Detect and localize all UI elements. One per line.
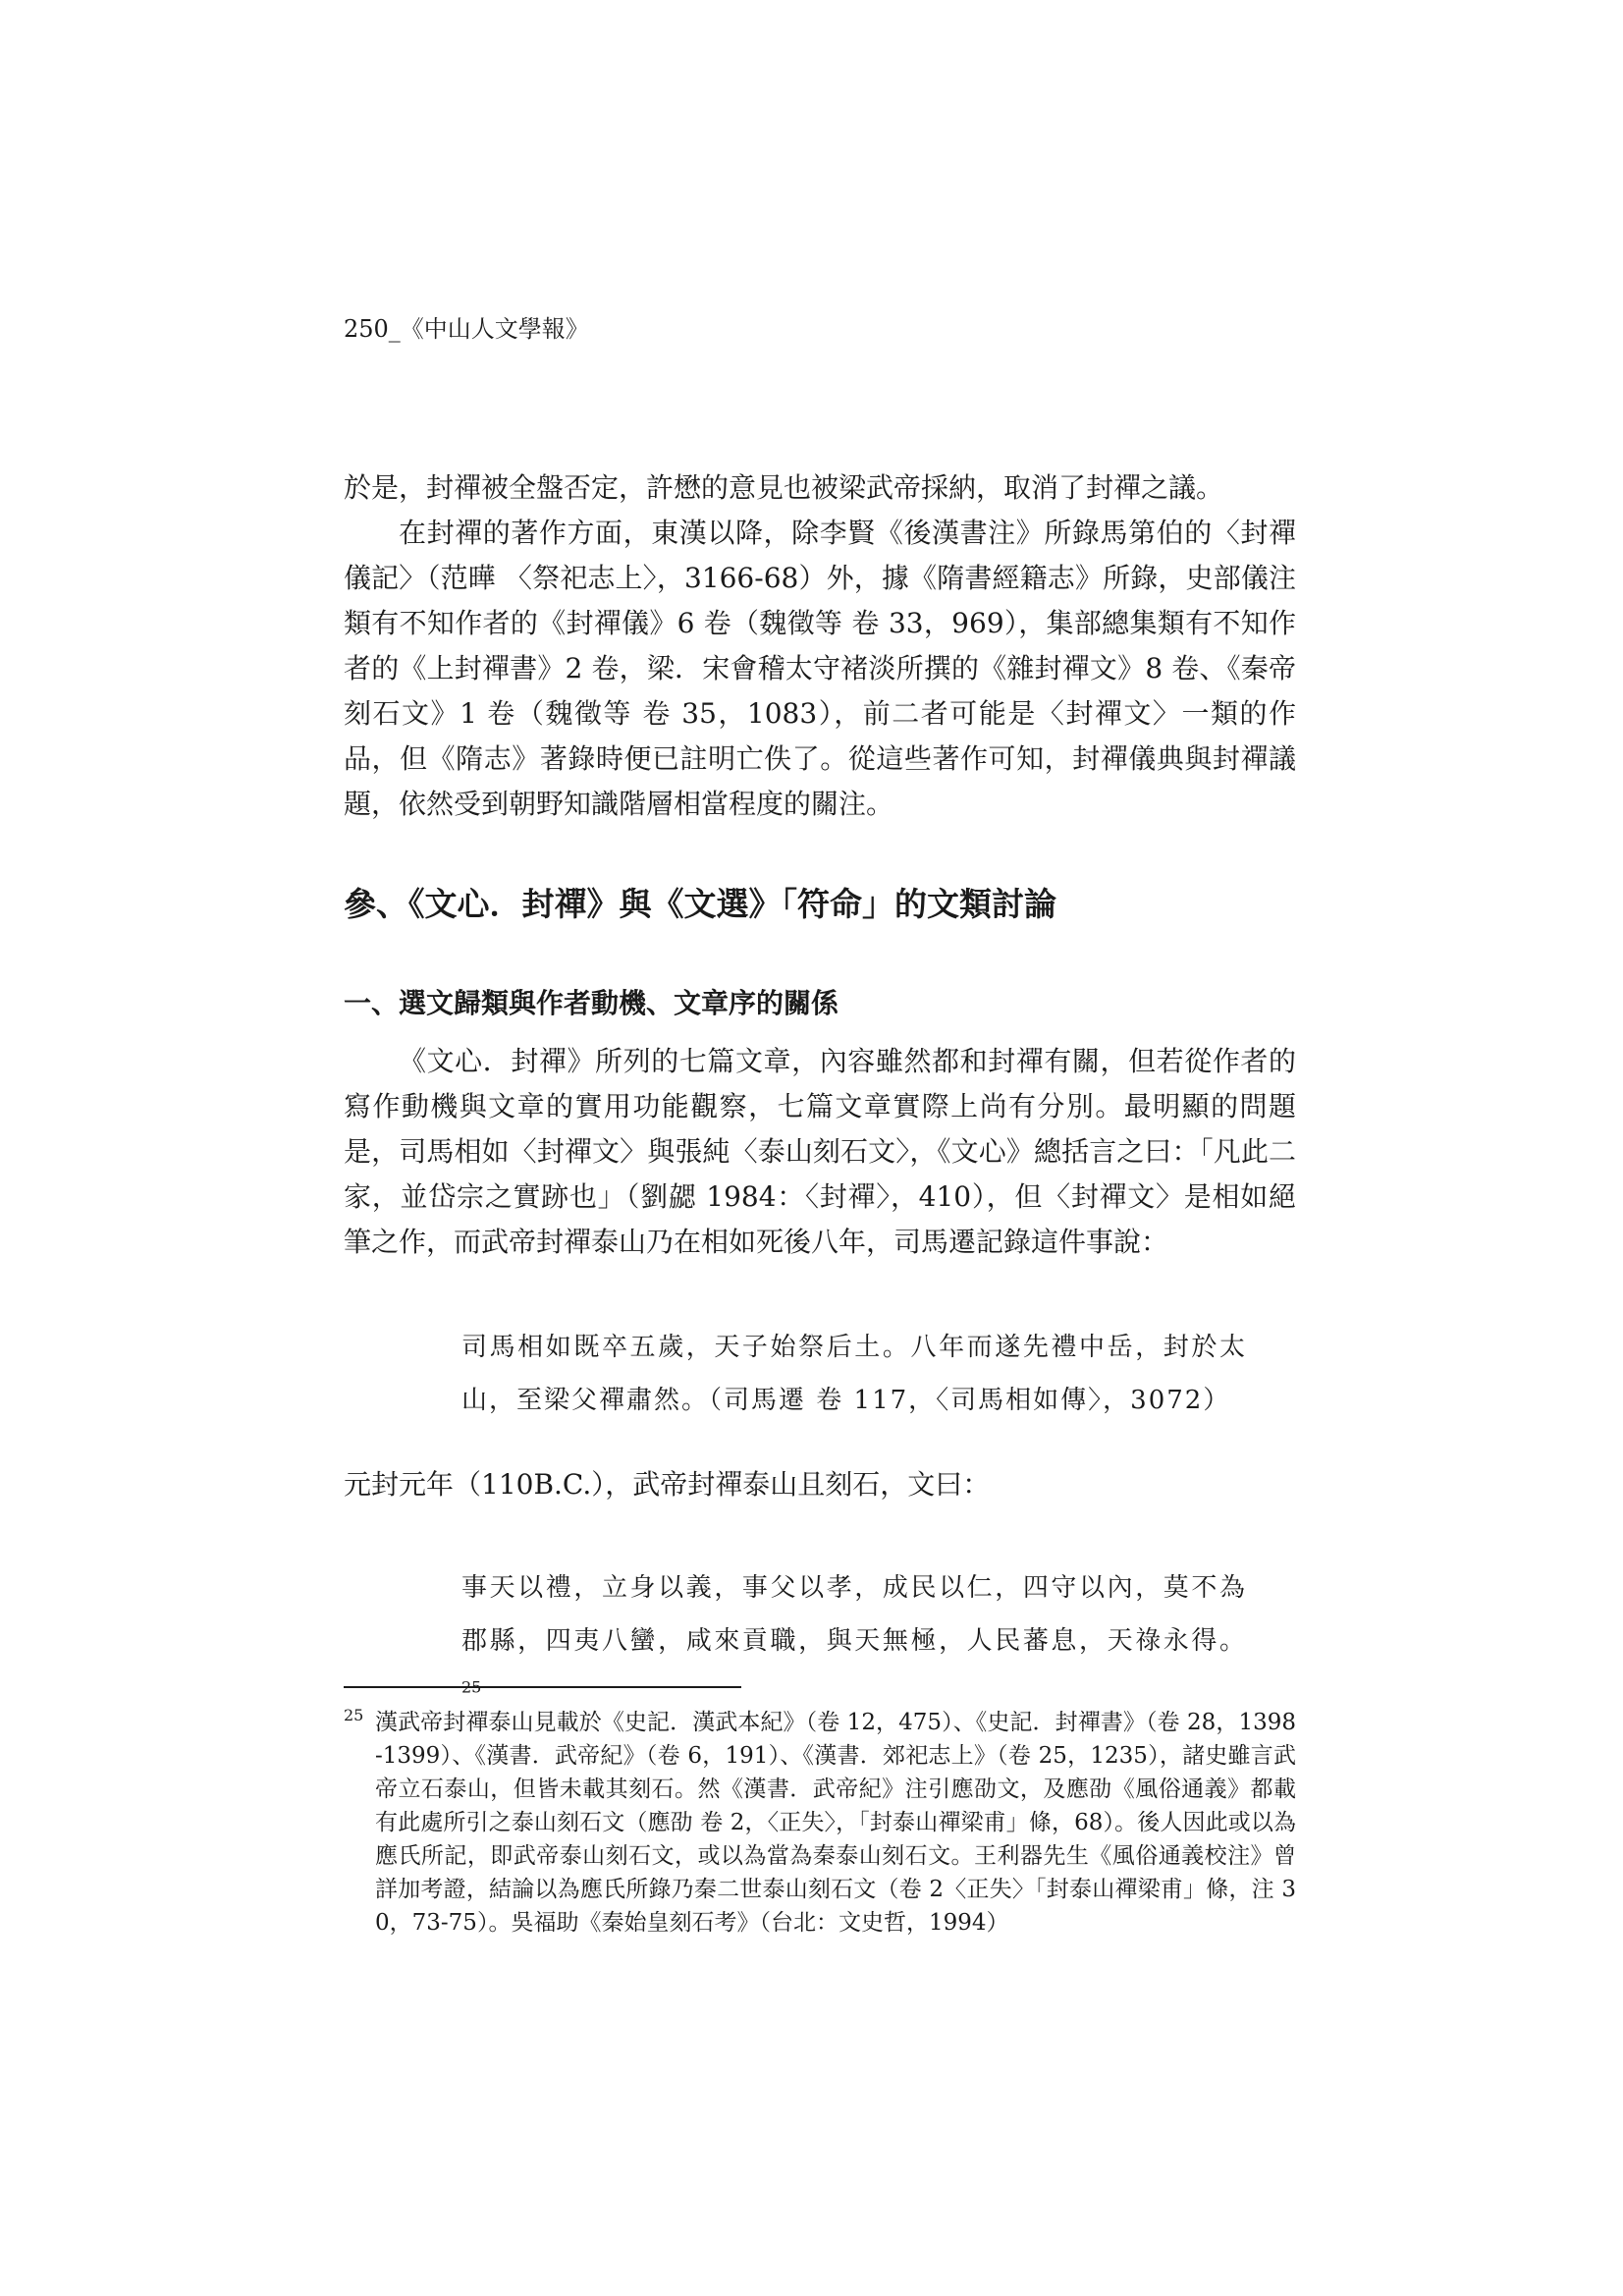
block-quote-1: 司馬相如既卒五歲，天子始祭后土。八年而遂先禮中岳，封於太山，至梁父禪肅然。（司馬遷 卷 117，〈司馬相如傳〉，3072） — [461, 1333, 1247, 1415]
body-paragraph-4: 元封元年（110B.C.），武帝封禪泰山且刻石，文曰： — [344, 1468, 991, 1501]
footnote-reference: 25 — [461, 1677, 482, 1697]
body-paragraph-2: 在封禪的著作方面，東漢以降，除李賢《後漢書注》所錄馬第伯的〈封禪儀記〉（范曄 〈祭祀志上〉，3166-68）外，據《隋書經籍志》所錄，史部儀注類有不知作者的《封禪儀》6 卷（魏徵等 卷 33，969），集部總集類有不知作者的《上封禪書》2 卷，梁．宋會稽太守褚淡所撰的《雜封禪文》8 卷、《秦帝刻石文》1 卷（魏徵等 卷 35，1083），前二者可能是〈封禪文〉一類的作品，但《隋志》著錄時便已註明亡佚了。從這些著作可知，封禪儀典與封禪議題，依然受到朝野知識階層相當程度的關注。 — [344, 517, 1296, 820]
body-paragraph-3: 《文心．封禪》所列的七篇文章，內容雖然都和封禪有關，但若從作者的寫作動機與文章的實用功能觀察，七篇文章實際上尚有分別。最明顯的問題是，司馬相如〈封禪文〉與張純〈泰山刻石文〉，《文心》總括言之曰：「凡此二家，並岱宗之實跡也」（劉勰 1984：〈封禪〉，410），但〈封禪文〉是相如絕筆之作，而武帝封禪泰山乃在相如死後八年，司馬遷記錄這件事說： — [344, 1045, 1296, 1258]
footnote — [344, 1706, 1296, 1940]
document-page — [344, 0, 1296, 2296]
footnote-number: 25 — [344, 1706, 364, 1724]
block-quote-2-text: 事天以禮，立身以義，事父以孝，成民以仁，四守以內，莫不為郡縣，四夷八蠻，咸來貢職，與天無極，人民蕃息，天祿永得。 — [461, 1573, 1247, 1656]
block-quote-2 — [461, 1561, 1247, 1721]
body-paragraph-1: 於是，封禪被全盤否定，許懋的意見也被梁武帝採納，取消了封禪之議。 — [344, 471, 1224, 504]
section-heading: 參、《文心．封禪》與《文選》「符命」的文類討論 — [344, 885, 1056, 923]
running-head: 250_《中山人文學報》 — [344, 315, 589, 343]
subsection-heading: 一、選文歸類與作者動機、文章序的關係 — [344, 987, 839, 1019]
footnote-separator — [344, 1686, 741, 1688]
footnote-text: 漢武帝封禪泰山見載於《史記．漢武本紀》（卷 12，475）、《史記．封禪書》（卷 28，1398-1399）、《漢書．武帝紀》（卷 6，191）、《漢書．郊祀志上》（卷 25，1235），諸史雖言武帝立石泰山，但皆未載其刻石。然《漢書．武帝紀》注引應劭文，及應劭《風俗通義》都載有此處所引之泰山刻石文（應劭 卷 2，〈正失〉，「封泰山禪梁甫」條，68）。後人因此或以為應氏所記，即武帝泰山刻石文，或以為當為秦泰山刻石文。王利器先生《風俗通義校注》曾詳加考證，結論以為應氏所錄乃秦二世泰山刻石文（卷 2〈正失〉「封泰山禪梁甫」條，注 30，73-75）。吳福助《秦始皇刻石考》（台北：文史哲，1994） — [375, 1710, 1296, 1936]
